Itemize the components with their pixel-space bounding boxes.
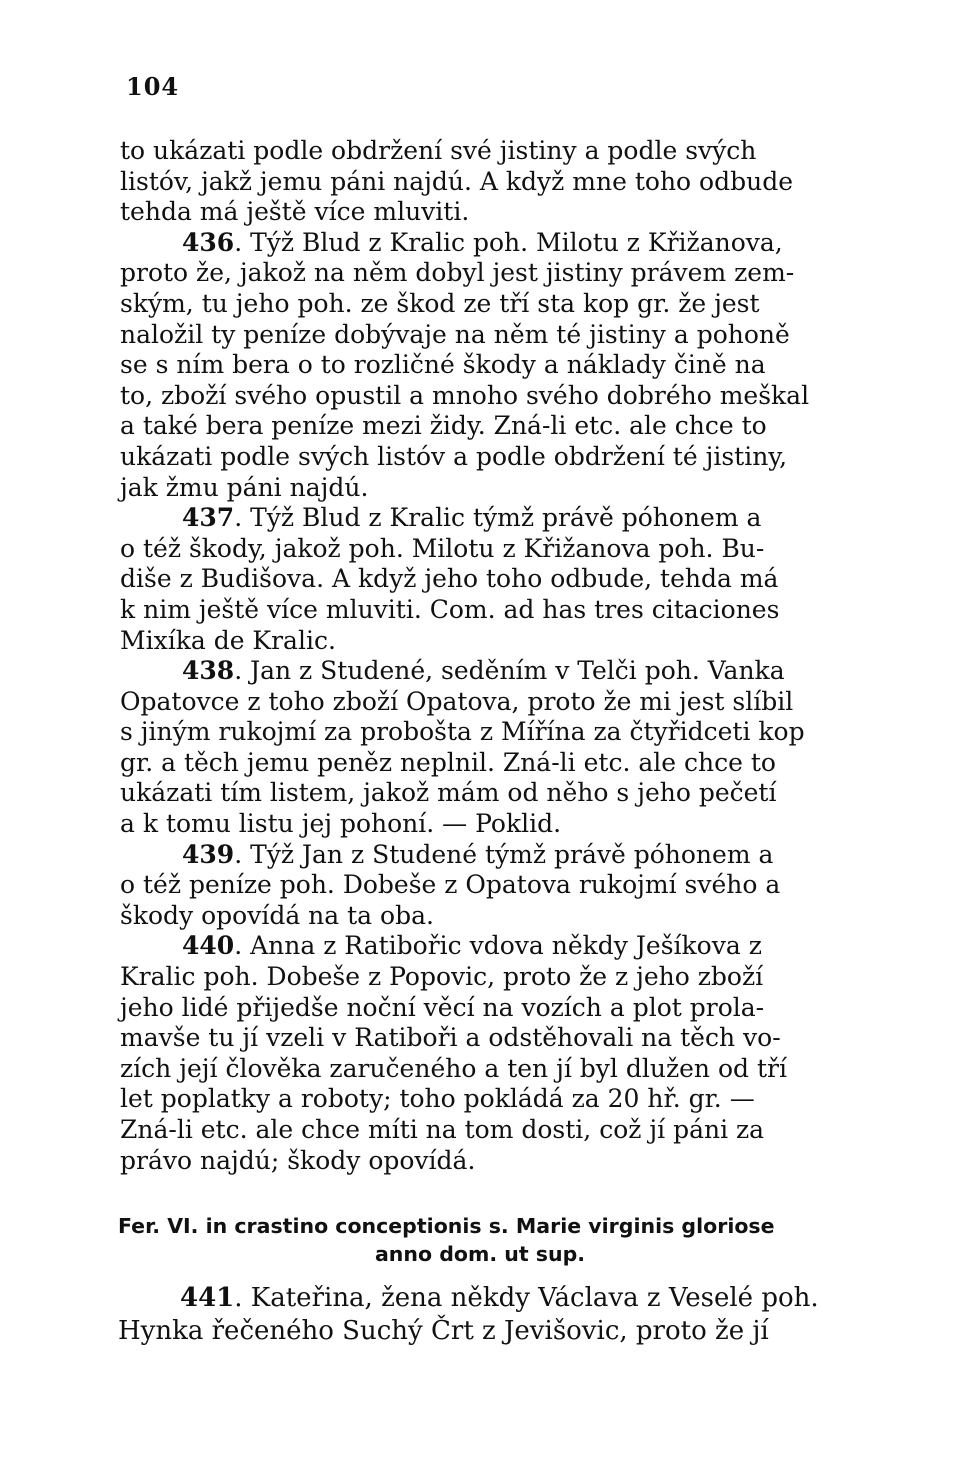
text-line: se s ním bera o to rozličné škody a náklady čině na — [120, 350, 766, 380]
text-line: tehda má ještě více mluviti. — [120, 197, 470, 227]
entry-440-first-line — [120, 931, 840, 962]
heading-line: Fer. VI. in crastino conceptionis s. Marie virginis gloriose — [118, 1214, 775, 1238]
text-line: zích její člověka zaručeného a ten jí byl dlužen od tří — [120, 1053, 787, 1083]
text-line: jak žmu páni najdú. — [120, 472, 369, 502]
text-line: to ukázati podle obdržení své jistiny a podle svých — [120, 136, 757, 165]
text-line: o též peníze poh. Dobeše z Opatova rukojmí svého a — [120, 870, 781, 900]
entry-number: 439 — [182, 839, 235, 869]
entry-number: 436 — [182, 227, 235, 257]
text-line: gr. a těch jemu peněz neplnil. Zná-li etc. ale chce to — [120, 747, 776, 777]
text-line: Mixíka de Kralic. — [120, 625, 336, 655]
entry-438-first-line — [120, 656, 840, 687]
entry-text: . Kateřina, žena někdy Václava z Veselé poh. — [234, 1283, 819, 1313]
text-line: k nim ještě více mluviti. Com. ad has tres citaciones — [120, 594, 780, 624]
text-line: Kralic poh. Dobeše z Popovic, proto že z jeho zboží — [120, 962, 764, 992]
text-line: mavše tu jí vzeli v Ratiboři a odstěhovali na těch vo- — [120, 1023, 781, 1053]
body-text — [120, 136, 840, 1176]
text-line: ukázati tím listem, jakož mám od něho s jeho pečetí — [120, 778, 777, 808]
text-line: naložil ty peníze dobývaje na něm té jistiny a pohoně — [120, 319, 790, 349]
section-heading — [118, 1212, 842, 1268]
entry-number: 440 — [182, 931, 235, 961]
heading-line: anno dom. ut sup. — [374, 1242, 586, 1266]
entry-text: . Anna z Ratibořic vdova někdy Ješíkova z — [234, 931, 762, 961]
page-number: 104 — [126, 72, 180, 101]
entry-text: . Týž Jan z Studené týmž právě póhonem a — [234, 839, 774, 869]
entry-441 — [118, 1282, 842, 1348]
entry-text: . Týž Blud z Kralic poh. Milotu z Křižanova, — [234, 227, 783, 257]
text-line: ukázati podle svých listóv a podle obdržení té jistiny, — [120, 441, 788, 471]
text-line: Hynka řečeného Suchý Črt z Jevišovic, proto že jí — [118, 1316, 769, 1346]
text-line: Opatovce z toho zboží Opatova, proto že mi jest slíbil — [120, 686, 794, 716]
text-line: to, zboží svého opustil a mnoho svého dobrého meškal — [120, 380, 810, 410]
text-line: právo najdú; škody opovídá. — [120, 1145, 476, 1175]
text-line: o též škody, jakož poh. Milotu z Křižanova poh. Bu- — [120, 533, 765, 563]
text-line: diše z Budišova. A když jeho toho odbude, tehda má — [120, 564, 779, 594]
text-line: proto že, jakož na něm dobyl jest jistiny právem zem- — [120, 258, 795, 288]
text-line: listóv, jakž jemu páni najdú. A když mne toho odbude — [120, 166, 793, 196]
text-line: škody opovídá na ta oba. — [120, 900, 434, 930]
entry-text: . Jan z Studené, seděním v Telči poh. Vanka — [234, 656, 785, 686]
entry-441-first-line — [118, 1282, 842, 1315]
text-line: a k tomu listu jej pohoní. — Poklid. — [120, 809, 562, 839]
text-line: ským, tu jeho poh. ze škod ze tří sta kop gr. že jest — [120, 288, 760, 318]
entry-437-first-line — [120, 503, 840, 534]
entry-436-first-line — [120, 228, 840, 259]
entry-number: 438 — [182, 656, 235, 686]
entry-439-first-line — [120, 840, 840, 871]
entry-number: 437 — [182, 503, 235, 533]
entry-text: . Týž Blud z Kralic týmž právě póhonem a — [234, 503, 762, 533]
text-line: jeho lidé přijedše noční věcí na vozích a plot prola- — [120, 992, 765, 1022]
text-line: s jiným rukojmí za proboštа z Mířína za čtyřidceti kop — [120, 717, 805, 747]
text-line: Zná-li etc. ale chce míti na tom dosti, což jí páni za — [120, 1115, 765, 1144]
text-line: let poplatky a roboty; toho pokládá za 20 hř. gr. — — [120, 1084, 755, 1114]
entry-number: 441 — [180, 1283, 235, 1313]
text-line: a také bera peníze mezi židy. Zná-li etc. ale chce to — [120, 411, 767, 441]
